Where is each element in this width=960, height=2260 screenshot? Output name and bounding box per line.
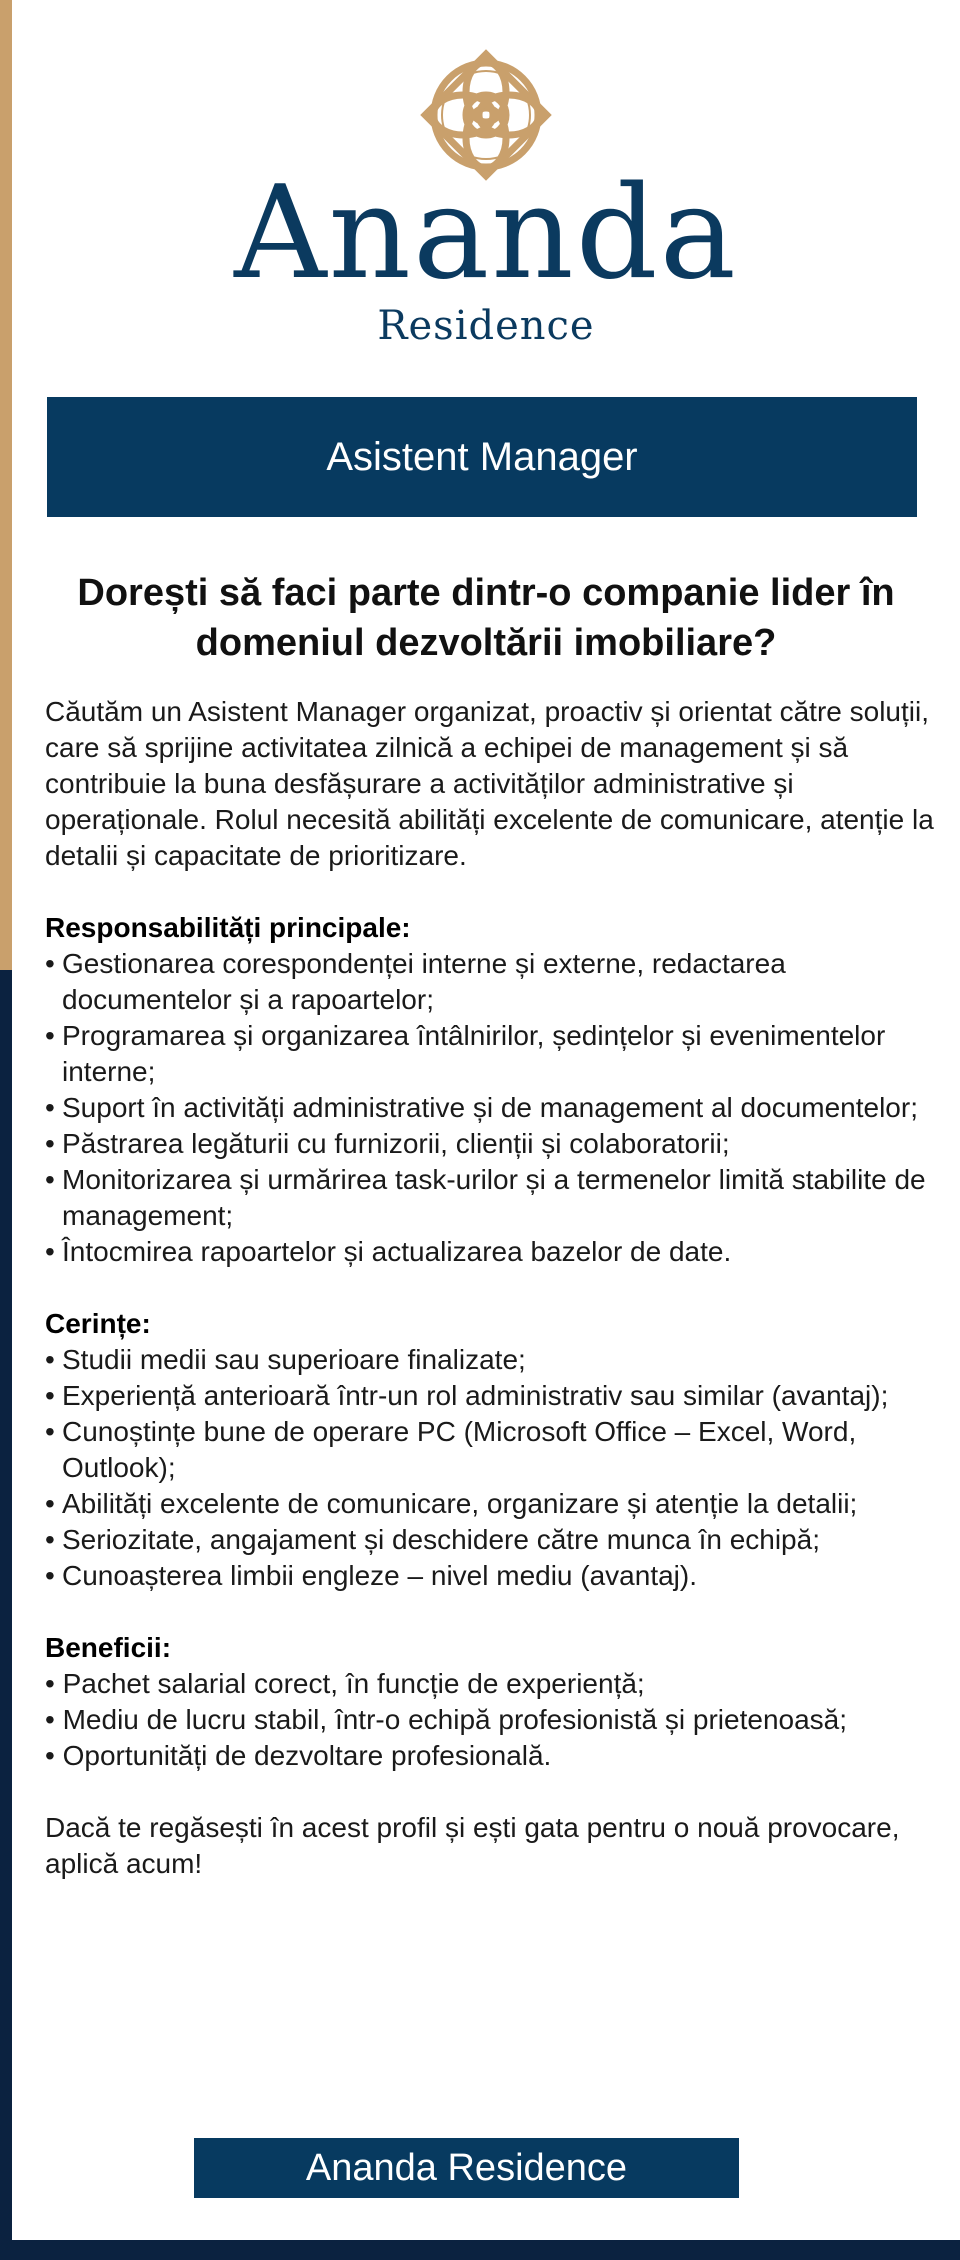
list-item: • Cunoștințe bune de operare PC (Microsoft Office – Excel, Word, Outlook); [45,1416,857,1483]
closing-paragraph: Dacă te regăsești în acest profil și ești gata pentru o nouă provocare, aplică acum! [45,1812,900,1879]
list-item: • Seriozitate, angajament și deschidere către munca în echipă; [45,1524,820,1555]
brand-name: Ananda [234,159,738,308]
list-item: • Pachet salarial corect, în funcție de experiență; [45,1668,645,1699]
benefits-list [45,1666,935,1774]
list-item: • Experiență anterioară într-un rol administrativ sau similar (avantaj); [45,1380,889,1411]
requirements-list [45,1342,935,1594]
list-item: • Gestionarea corespondenței interne și externe, redactarea documentelor și a rapoartelor; [45,948,786,1015]
list-item: • Cunoașterea limbii engleze – nivel mediu (avantaj). [45,1560,698,1591]
requirements-title: Cerințe: [45,1308,151,1339]
left-accent-strip [0,0,12,970]
job-poster [12,0,960,2240]
list-item: • Mediu de lucru stabil, într-o echipă profesionistă și prietenoasă; [45,1704,848,1735]
job-title-banner [47,397,917,517]
headline: Dorești să faci parte dintr-o companie lider în domeniul dezvoltării imobiliare? [77,572,895,664]
brand-subtitle: Residence [377,303,595,349]
list-item: • Suport în activități administrative și de management al documentelor; [45,1092,918,1123]
benefits-title: Beneficii: [45,1632,172,1663]
list-item: • Monitorizarea și urmărirea task-urilor și a termenelor limită stabilite de management; [45,1164,926,1231]
job-title: Asistent Manager [326,434,638,479]
list-item: • Oportunități de dezvoltare profesională. [45,1740,552,1771]
list-item: • Păstrarea legăturii cu furnizorii, clienții și colaboratorii; [45,1128,730,1159]
responsibilities-title: Responsabilități principale: [45,912,411,943]
list-item: • Studii medii sau superioare finalizate; [45,1344,526,1375]
responsibilities-list [45,946,935,1270]
company-banner [194,2138,739,2198]
job-description [45,694,935,1882]
company-banner-label: Ananda Residence [305,2146,628,2189]
list-item: • Abilități excelente de comunicare, organizare și atenție la detalii; [45,1488,858,1519]
list-item: • Programarea și organizarea întâlnirilor, ședințelor și evenimentelor interne; [45,1020,886,1087]
list-item: • Întocmirea rapoartelor și actualizarea bazelor de date. [45,1236,732,1267]
intro-paragraph: Căutăm un Asistent Manager organizat, proactiv și orientat către soluții, care să sprijine activitatea zilnică a echipei de management și să contribuie la buna desfășurare a activităților administrative și operaționale. Rolul necesită abilități excelente de comunicare, atenție la detalii și capacitate de prioritizare. [45,696,934,871]
